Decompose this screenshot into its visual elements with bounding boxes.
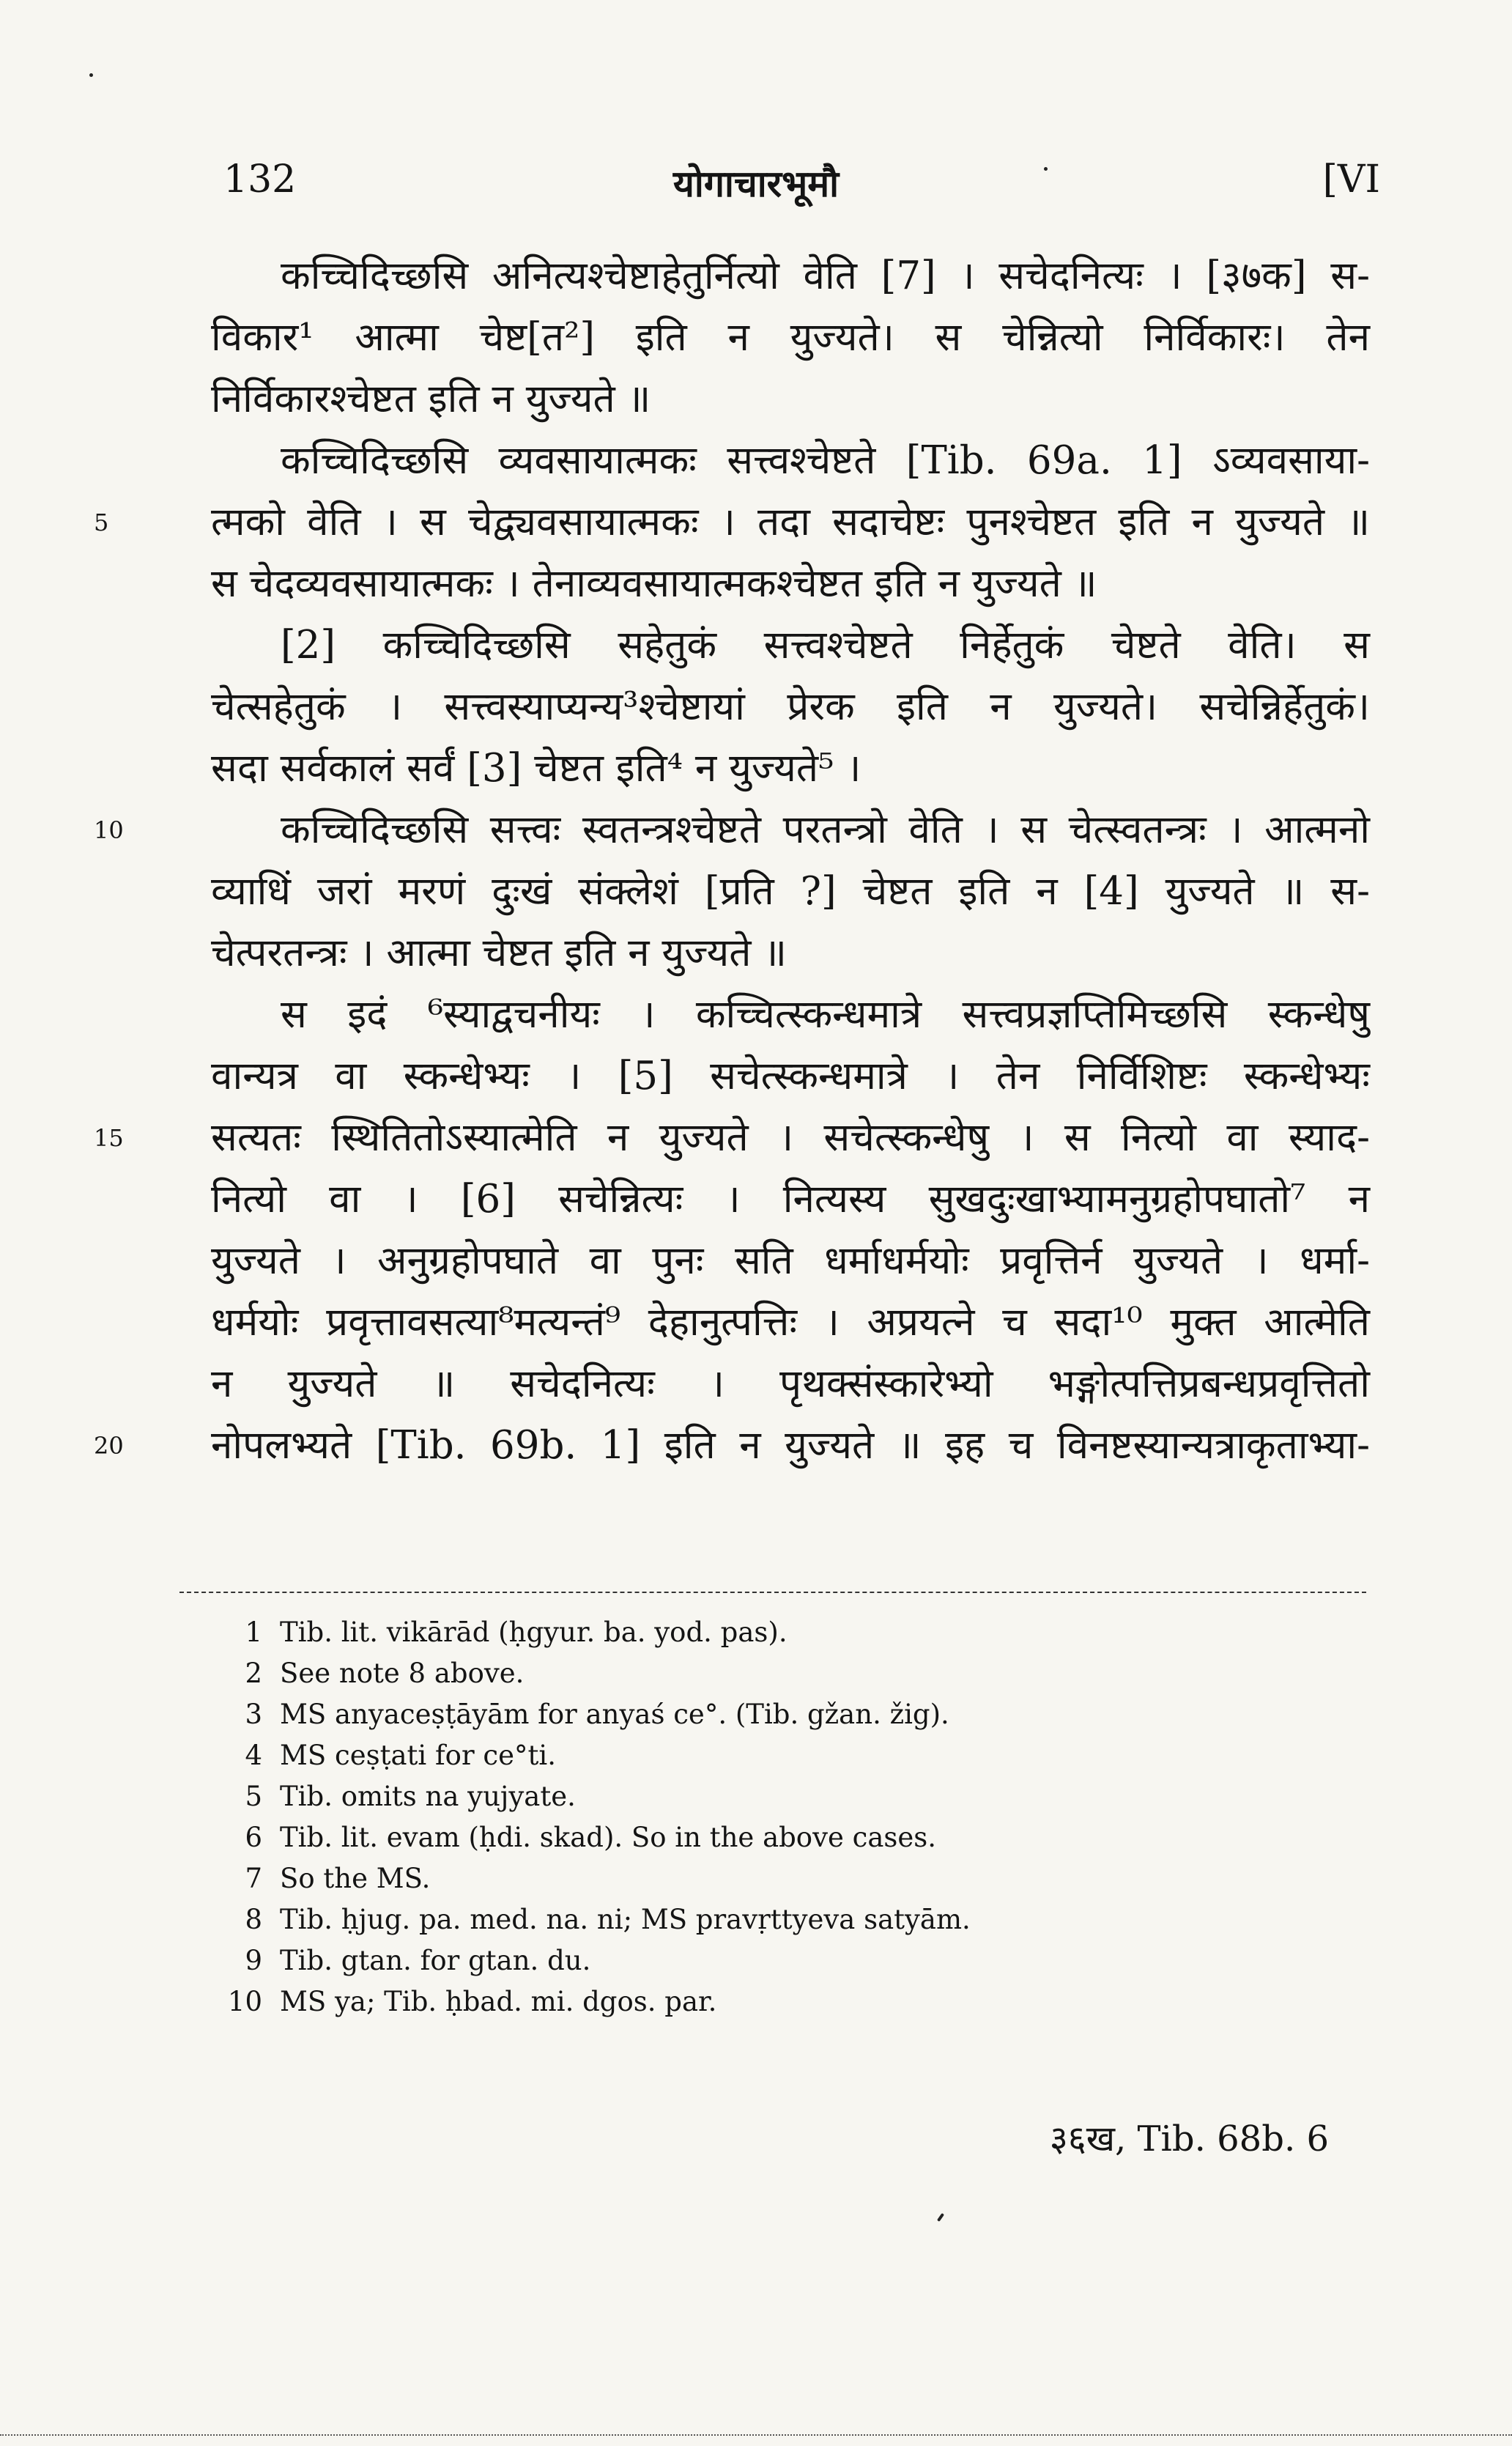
footnote-number: 3 [245, 1699, 262, 1730]
footnote-number: 1 [245, 1616, 262, 1648]
text-line [94, 799, 1370, 861]
footnote-divider [179, 1592, 1366, 1593]
line-number: 5 [94, 509, 109, 536]
text-line [211, 676, 1370, 738]
text-line [211, 369, 1370, 430]
page-edge [0, 2434, 1512, 2436]
line-number: 10 [94, 816, 124, 844]
line-text: त्मको वेति । स चेद्व्यवसायात्मकः । तदा सदाचेष्टः पुनश्चेष्टत इति न युज्यते ॥ [211, 500, 1370, 544]
text-line [211, 430, 1370, 492]
line-text: स इदं ⁶स्याद्वचनीयः । कच्चित्स्कन्धमात्रे सत्त्वप्रज्ञप्तिमिच्छसि स्कन्धेषु [281, 992, 1370, 1037]
text-line [211, 923, 1370, 984]
line-text: चेत्परतन्त्रः । आत्मा चेष्टत इति न युज्यते ॥ [211, 931, 787, 975]
footnote-text: Tib. lit. evam (ḥdi. skad). So in the above cases. [280, 1822, 937, 1853]
folio-reference: ३६ख, Tib. 68b. 6 [1049, 2118, 1329, 2159]
text-line [211, 1292, 1370, 1353]
footnote-text: Tib. ḥjug. pa. med. na. ni; MS pravṛttyeva satyām. [280, 1904, 971, 1935]
running-title: योगाचारभूमौ [672, 162, 840, 205]
footnote [212, 1735, 1297, 1776]
footnote [212, 1612, 1297, 1653]
page-header [0, 158, 1512, 223]
line-text: धर्मयोः प्रवृत्तावसत्या⁸मत्यन्तं⁹ देहानुत्पत्तिः । अप्रयत्ने च सदा¹⁰ मुक्त आत्मेति [211, 1300, 1370, 1345]
text-line [211, 245, 1370, 307]
footnote-number: 8 [245, 1904, 262, 1935]
line-text: सदा सर्वकालं सर्वं [3] चेष्टत इति⁴ न युज्यते⁵ । [211, 746, 861, 791]
text-line [211, 307, 1370, 369]
line-text: कच्चिदिच्छसि अनित्यश्चेष्टाहेतुर्नित्यो वेति [7] । सचेदनित्यः । [३७क] स- [281, 254, 1370, 298]
text-line [211, 984, 1370, 1046]
footnote-number: 9 [245, 1945, 262, 1976]
text-line [211, 615, 1370, 676]
footnote-text: Tib. omits na yujyate. [280, 1781, 576, 1812]
footnote-text: Tib. gtan. for gtan. du. [280, 1945, 591, 1976]
footnote-number: 2 [245, 1658, 262, 1689]
text-line [211, 553, 1370, 615]
footnote-number: 10 [227, 1986, 262, 2017]
line-text: वान्यत्र वा स्कन्धेभ्यः । [5] सचेत्स्कन्धमात्रे । तेन निर्विशिष्टः स्कन्धेभ्यः [211, 1054, 1370, 1098]
footnote [212, 1981, 1297, 2022]
footnote [212, 1817, 1297, 1858]
footnote [212, 1653, 1297, 1694]
footnote [212, 1940, 1297, 1981]
ink-speck [89, 73, 93, 77]
text-line [94, 492, 1370, 553]
line-text: न युज्यते ॥ सचेदनित्यः । पृथक्संस्कारेभ्यो भङ्गोत्पत्तिप्रबन्धप्रवृत्तितो [211, 1361, 1370, 1406]
page-number: 132 [223, 158, 297, 202]
ink-speck [1044, 167, 1048, 171]
footnote-number: 4 [245, 1740, 262, 1771]
line-text: युज्यते । अनुग्रहोपघाते वा पुनः सति धर्माधर्मयोः प्रवृत्तिर्न युज्यते । धर्मा- [211, 1238, 1370, 1283]
line-number: 15 [94, 1124, 124, 1152]
text-line [94, 1415, 1370, 1477]
ink-speck [937, 2213, 944, 2222]
line-text: विकार¹ आत्मा चेष्ट[त²] इति न युज्यते। स चेन्नित्यो निर्विकारः। तेन [211, 315, 1370, 360]
line-text: चेत्सहेतुकं । सत्त्वस्याप्यन्य³श्चेष्टायां प्रेरक इति न युज्यते। सचेन्निर्हेतुकं। [211, 684, 1370, 729]
footnote [212, 1858, 1297, 1899]
text-line [211, 1046, 1370, 1107]
footnote [212, 1899, 1297, 1940]
line-text: कच्चिदिच्छसि सत्त्वः स्वतन्त्रश्चेष्टते परतन्त्रो वेति । स चेत्स्वतन्त्रः । आत्मनो [281, 808, 1370, 852]
line-text: सत्यतः स्थितितोऽस्यात्मेति न युज्यते । सचेत्स्कन्धेषु । स नित्यो वा स्याद- [211, 1115, 1370, 1160]
text-line [211, 738, 1370, 799]
text-line [211, 1353, 1370, 1415]
footnote-number: 5 [245, 1781, 262, 1812]
text-line [211, 1230, 1370, 1292]
line-text: [2] कच्चिदिच्छसि सहेतुकं सत्त्वश्चेष्टते निर्हेतुकं चेष्टते वेति। स [281, 623, 1370, 668]
section-marker: [VI [1322, 158, 1380, 202]
line-text: नित्यो वा । [6] सचेन्नित्यः । नित्यस्य सुखदुःखाभ्यामनुग्रहोपघातो⁷ न [211, 1177, 1370, 1222]
footnote-text: MS anyaceṣṭāyām for anyaś ce°. (Tib. gžan. žig). [280, 1699, 949, 1730]
line-text: नोपलभ्यते [Tib. 69b. 1] इति न युज्यते ॥ इह च विनष्टस्यान्यत्राकृताभ्या- [211, 1423, 1370, 1468]
line-text: निर्विकारश्चेष्टत इति न युज्यते ॥ [211, 377, 651, 421]
footnotes [212, 1612, 1297, 2022]
footnote-number: 6 [245, 1822, 262, 1853]
footnote-text: MS ya; Tib. ḥbad. mi. dgos. par. [280, 1986, 717, 2017]
line-text: कच्चिदिच्छसि व्यवसायात्मकः सत्त्वश्चेष्टते [Tib. 69a. 1] ऽव्यवसाया- [281, 438, 1370, 483]
text-line [211, 1169, 1370, 1230]
text-line [94, 1107, 1370, 1169]
line-text: व्याधिं जरां मरणं दुःखं संक्लेशं [प्रति ?] चेष्टत इति न [4] युज्यते ॥ स- [211, 869, 1370, 914]
footnote [212, 1776, 1297, 1817]
footnote [212, 1694, 1297, 1735]
line-number: 20 [94, 1432, 124, 1460]
footnote-text: Tib. lit. vikārād (ḥgyur. ba. yod. pas). [280, 1616, 788, 1648]
footnote-text: See note 8 above. [280, 1658, 525, 1689]
footnote-text: So the MS. [280, 1863, 431, 1894]
text-line [211, 861, 1370, 923]
footnote-text: MS ceṣṭati for ce°ti. [280, 1740, 556, 1771]
main-text [94, 245, 1370, 1477]
line-text: स चेदव्यवसायात्मकः । तेनाव्यवसायात्मकश्चेष्टत इति न युज्यते ॥ [211, 561, 1097, 606]
footnote-number: 7 [245, 1863, 262, 1894]
